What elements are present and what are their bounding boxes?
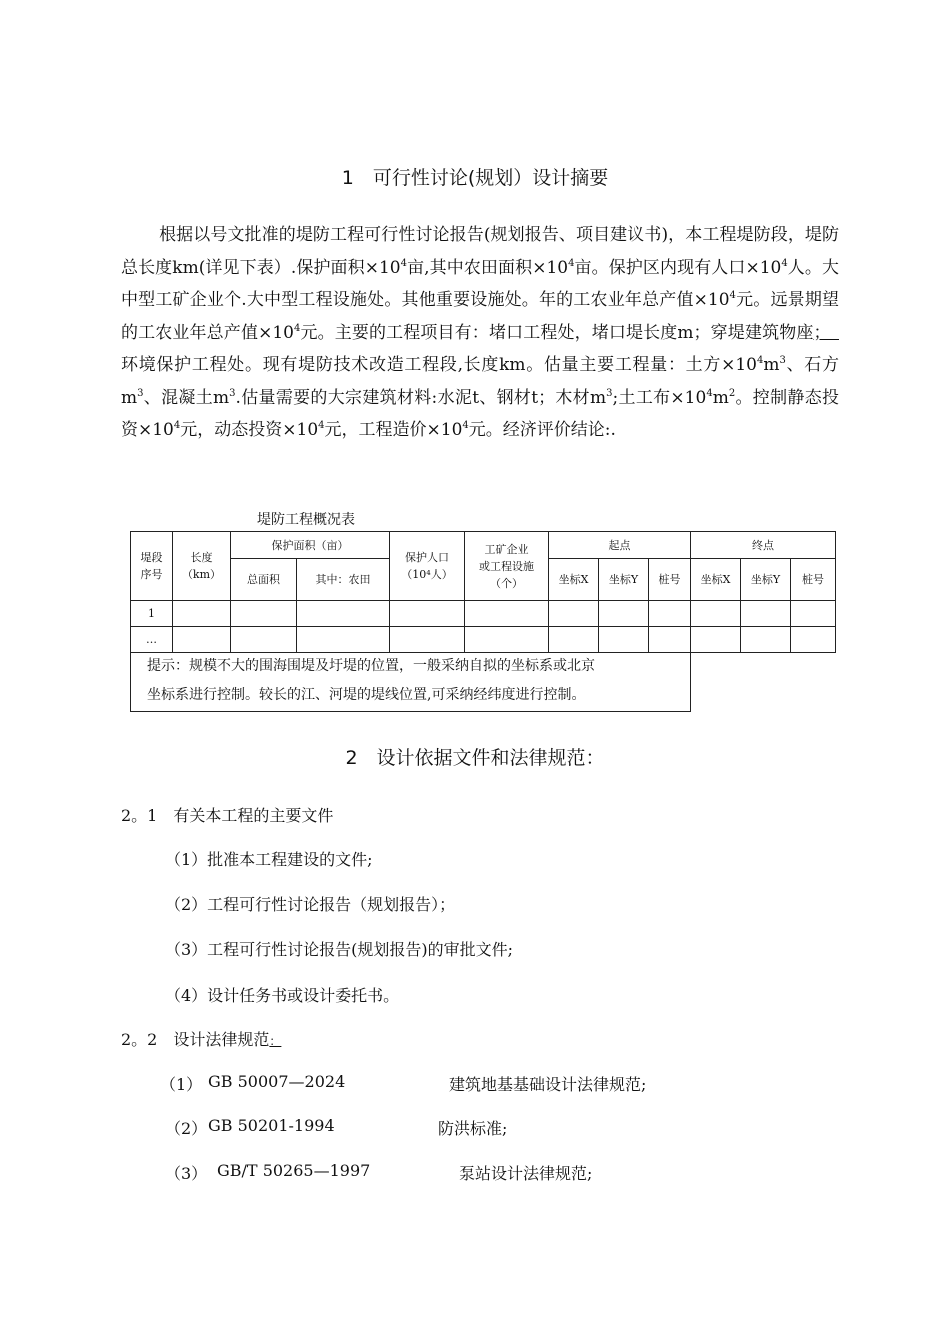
table-row xyxy=(131,627,836,653)
standard-number: （2） xyxy=(165,1119,208,1138)
table-note-line: 坐标系进行控制。较长的江、河堤的堤线位置,可采纳经纬度进行控制。 xyxy=(147,687,586,703)
header-start: 起点 xyxy=(549,532,691,559)
header-total-area: 总面积 xyxy=(231,559,297,601)
section-2-heading: 2 设计依据文件和法律规范： xyxy=(345,747,605,769)
table-note-line: 提示：规模不大的围海围堤及圩堤的位置，一般采纳自拟的坐标系或北京 xyxy=(147,658,595,674)
list-item: （1）批准本工程建设的文件; xyxy=(165,850,373,869)
subsection-2-2-title: 2。2 设计法律规范： xyxy=(121,1030,282,1049)
header-length: 长度 （km） xyxy=(173,532,231,601)
header-start-x: 坐标X xyxy=(549,559,599,601)
section-1-heading: 1 可行性讨论(规划）设计摘要 xyxy=(341,167,609,189)
standard-name: 建筑地基基础设计法律规范; xyxy=(449,1075,647,1094)
levee-overview-table xyxy=(130,531,836,653)
standard-code: GB/T 50265—1997 xyxy=(217,1161,371,1180)
header-farmland: 其中：农田 xyxy=(297,559,390,601)
header-start-y: 坐标Y xyxy=(599,559,649,601)
header-end-stake: 桩号 xyxy=(791,559,836,601)
standard-number: （3） xyxy=(165,1164,208,1183)
standard-code: GB 50007—2024 xyxy=(208,1072,346,1091)
header-facilities: 工矿企业 或工程设施 （个） xyxy=(465,532,549,601)
header-population: 保护人口 （10⁴人） xyxy=(390,532,465,601)
header-end-x: 坐标X xyxy=(691,559,741,601)
standard-code: GB 50201-1994 xyxy=(208,1116,335,1135)
header-protect-area: 保护面积（亩） xyxy=(231,532,390,559)
list-item: （4）设计任务书或设计委托书。 xyxy=(165,986,400,1005)
header-end: 终点 xyxy=(691,532,836,559)
row-seq: … xyxy=(131,627,173,653)
standard-name: 泵站设计法律规范; xyxy=(459,1164,593,1183)
table-header-row xyxy=(131,532,836,559)
row-seq: 1 xyxy=(131,601,173,627)
header-seq: 堤段 序号 xyxy=(131,532,173,601)
standard-number: （1） xyxy=(160,1075,203,1094)
standard-name: 防洪标准; xyxy=(438,1119,508,1138)
header-start-stake: 桩号 xyxy=(649,559,691,601)
header-end-y: 坐标Y xyxy=(741,559,791,601)
table-caption: 堤防工程概况表 xyxy=(257,512,355,528)
list-item: （3）工程可行性讨论报告(规划报告)的审批文件; xyxy=(165,940,514,959)
list-item: （2）工程可行性讨论报告（规划报告）； xyxy=(165,895,456,914)
table-row xyxy=(131,601,836,627)
summary-paragraph: 根据以号文批准的堤防工程可行性讨论报告(规划报告、项目建议书)，本工程堤防段，堤防总长度km(详见下表）.保护面积$\times 10^4$亩,其中农田面积$\times 10^4$亩。保护区内现有人口$\times 10^4$人。大中型工矿企业个.大中型工程设施处。其他重要设施处。年的工农业年总产值$\times 10^4$元。远景期望的工农业年总产值$\times 10^4$元。主要的工程项目有：堵口工程处，堵口堤长度m；穿堤建筑物座； 环境保护工程处。现有堤防技术改造工程段,长度km。估量主要工程量：土方$\times 10^4m^3$、石方$m^3$、混凝土$m^3$.估量需要的大宗建筑材料:水泥t、钢材t；木材$m^3$;土工布$\times 10^4m^2$。控制静态投资$\times 10^4$元，动态投资$\times 10^4$元，工程造价$\times 10^4$元。经济评价结论:. xyxy=(121,225,840,440)
table-note xyxy=(130,652,691,712)
subsection-2-1-title: 2。1 有关本工程的主要文件 xyxy=(121,806,334,825)
